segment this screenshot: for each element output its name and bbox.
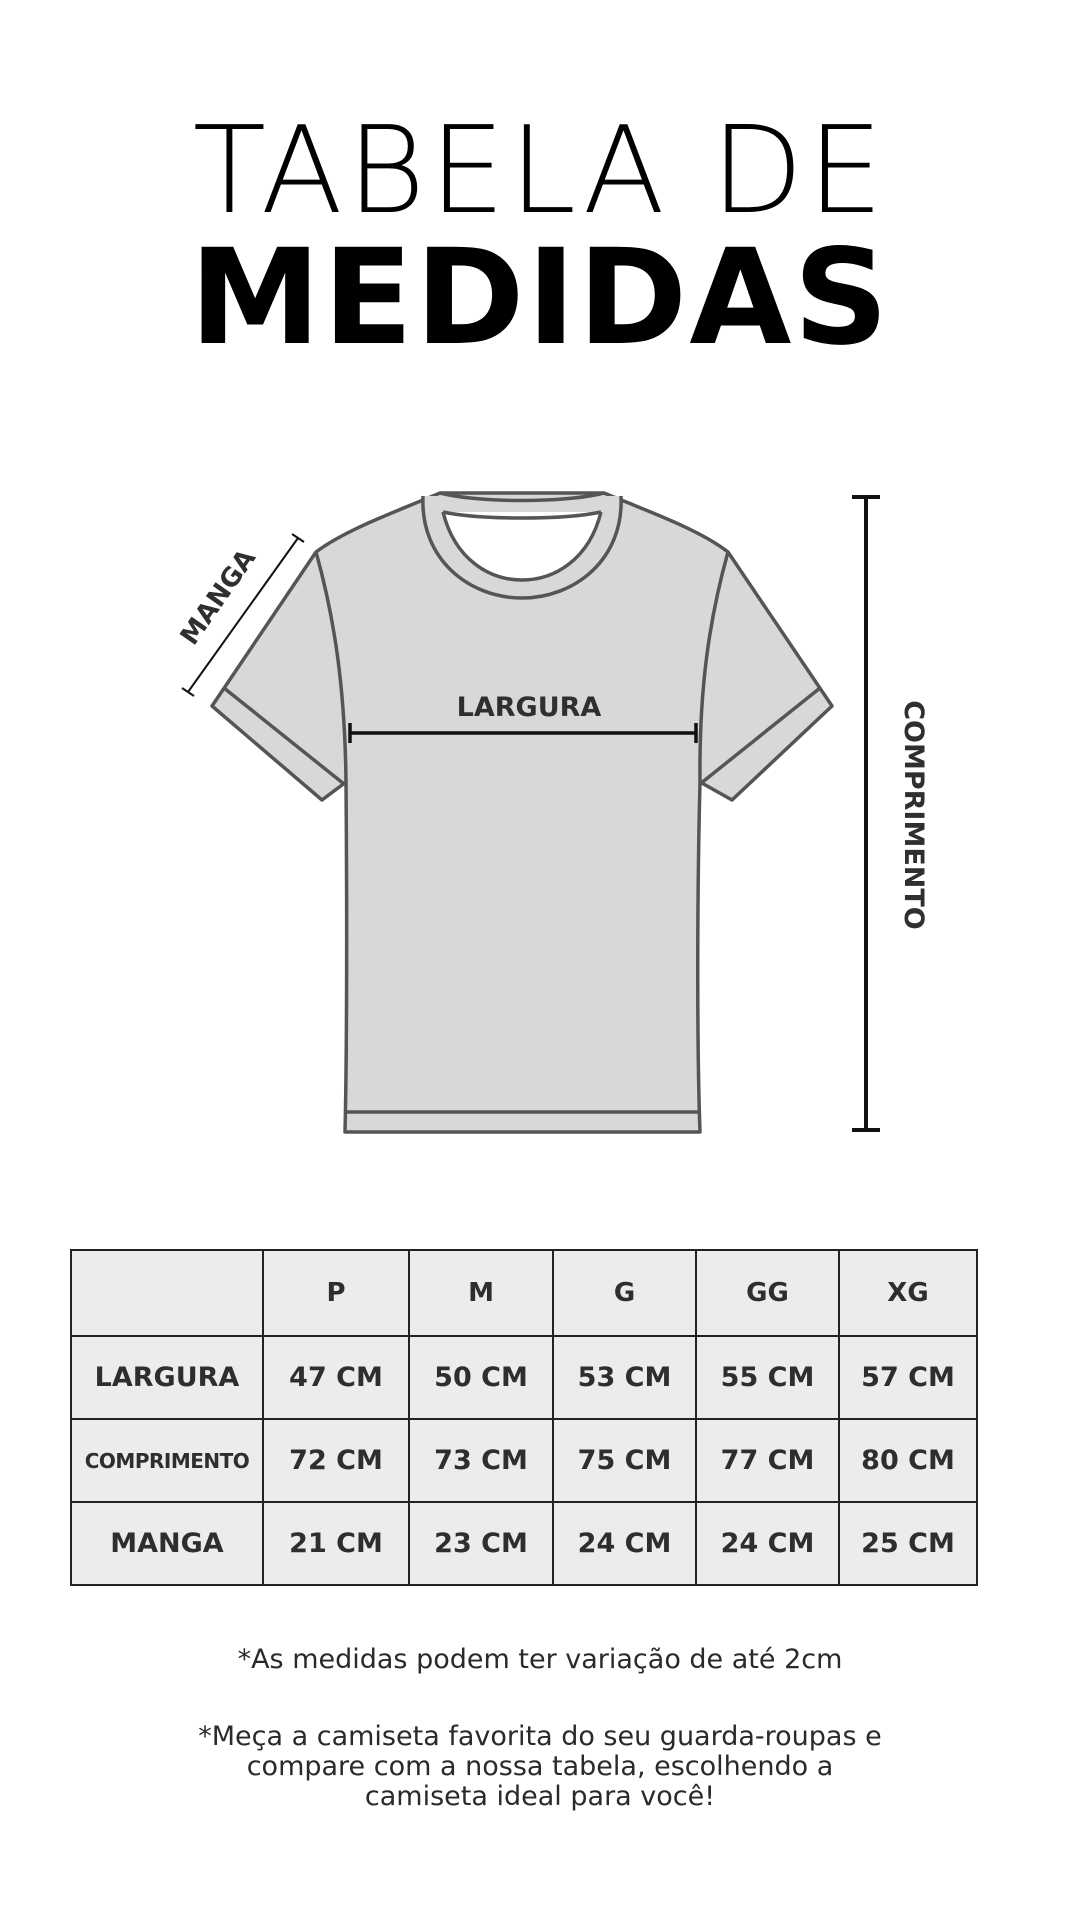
size-header: G: [553, 1250, 696, 1336]
page-title-line2: MEDIDAS: [189, 221, 891, 375]
measuring-tip: [0, 1722, 1080, 1812]
table-row-comprimento: [71, 1419, 977, 1502]
variation-note: *As medidas podem ter variação de até 2cm: [237, 1644, 843, 1675]
row-label: MANGA: [71, 1502, 263, 1585]
measure-cell: 77 CM: [696, 1419, 839, 1502]
manga-measure-cap-top: [292, 534, 304, 542]
table-row-largura: [71, 1336, 977, 1419]
size-header: M: [409, 1250, 553, 1336]
measure-cell: 73 CM: [409, 1419, 553, 1502]
page-title-line1: TABELA DE: [192, 102, 888, 241]
manga-measure-cap-bottom: [182, 688, 194, 696]
size-header: GG: [696, 1250, 839, 1336]
manga-label: MANGA: [174, 544, 263, 651]
measure-cell: 47 CM: [263, 1336, 409, 1419]
measure-cell: 21 CM: [263, 1502, 409, 1585]
measure-cell: 80 CM: [839, 1419, 977, 1502]
measure-cell: 23 CM: [409, 1502, 553, 1585]
comprimento-label: COMPRIMENTO: [898, 700, 929, 930]
measuring-tip-line1: *Meça a camiseta favorita do seu guarda-roupas e: [198, 1721, 882, 1752]
measure-cell: 55 CM: [696, 1336, 839, 1419]
row-label: COMPRIMENTO: [71, 1419, 263, 1502]
measuring-tip-line2: compare com a nossa tabela, escolhendo a: [246, 1751, 834, 1782]
measure-cell: 24 CM: [553, 1502, 696, 1585]
measure-cell: 24 CM: [696, 1502, 839, 1585]
header-corner: [71, 1250, 263, 1336]
measuring-tip-line3: camiseta ideal para você!: [364, 1781, 716, 1812]
row-label: LARGURA: [71, 1336, 263, 1419]
measure-cell: 50 CM: [409, 1336, 553, 1419]
measure-cell: 72 CM: [263, 1419, 409, 1502]
size-header: XG: [839, 1250, 977, 1336]
measure-cell: 57 CM: [839, 1336, 977, 1419]
table-row-manga: [71, 1502, 977, 1585]
measure-cell: 53 CM: [553, 1336, 696, 1419]
size-table: [70, 1249, 978, 1586]
measure-cell: 75 CM: [553, 1419, 696, 1502]
size-header-row: [71, 1250, 977, 1336]
measure-cell: 25 CM: [839, 1502, 977, 1585]
largura-label: LARGURA: [456, 692, 602, 723]
size-header: P: [263, 1250, 409, 1336]
